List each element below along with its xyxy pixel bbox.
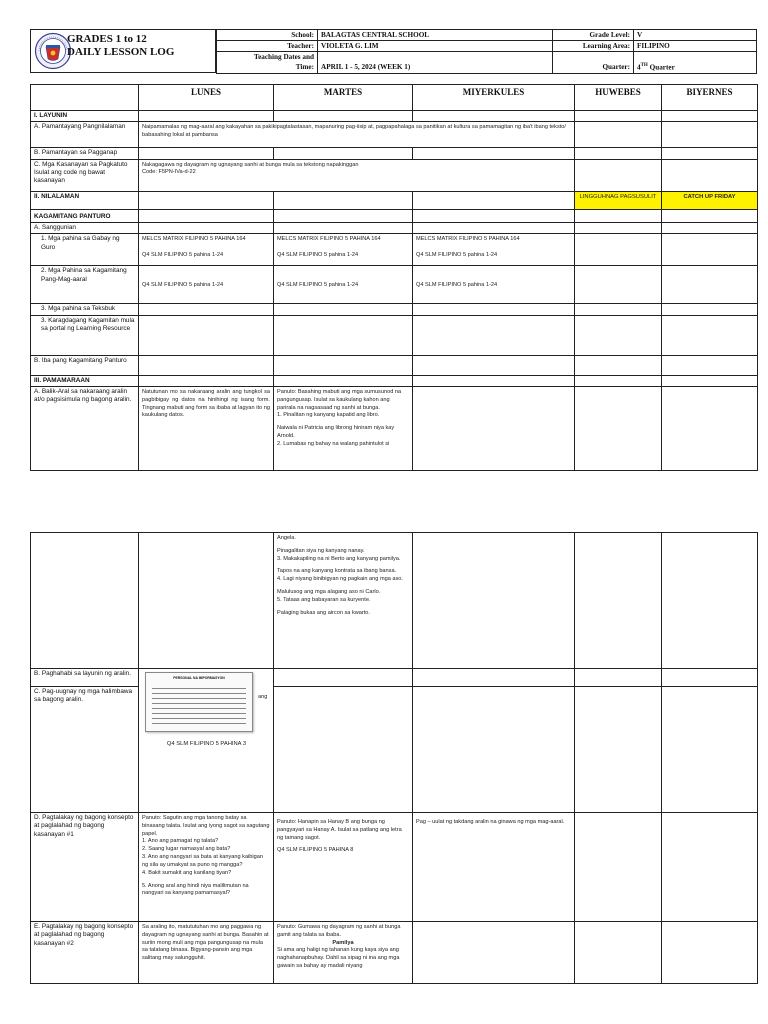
header-info-right <box>552 29 757 74</box>
row-label-pag-uugnay: C. Pag-uugnay ng mga halimbawa sa bagong aralin. <box>31 687 139 813</box>
school-value: BALAGTAS CENTRAL SCHOOL <box>318 30 553 41</box>
gabay-martes: MELCS MATRIX FILIPINO 5 PAHINA 164 Q4 SLM FILIPINO 5 pahina 1-24 <box>274 234 413 266</box>
personal-info-form-image <box>145 672 253 732</box>
grade-level-label: Grade Level: <box>553 30 634 41</box>
gabay-lunes: MELCS MATRIX FILIPINO 5 PAHINA 164 Q4 SLM FILIPINO 5 pahina 1-24 <box>139 234 274 266</box>
lingguhang-pagsusulit-cell: LINGGUHNAG PAGSUSULIT <box>575 191 662 209</box>
form-title-line2: DAILY LESSON LOG <box>67 46 175 58</box>
row-label-paghahabi: B. Paghahabi sa layunin ng aralin. <box>31 669 139 687</box>
lesson-log-table-page1 <box>30 84 758 471</box>
header-info-left <box>216 29 553 74</box>
form-title-line1: GRADES 1 to 12 <box>67 33 147 45</box>
row-label-pamantayang-pangnilalaman: A. Pamantayang Pangnilalaman <box>31 122 139 148</box>
kagamitang-martes: Q4 SLM FILIPINO 5 pahina 1-24 <box>274 266 413 304</box>
quarter-label: Quarter: <box>553 52 634 74</box>
pagtalakay1-martes: Panuto: Hanapin sa Hanay B ang bunga ng pangyayari sa Hanay A. Isulat sa patlang ang letra ng tamang sagot. Q4 SLM FILIPINO 5 PAHINA 8 <box>274 813 413 922</box>
day-header-miyerkules: MIYERKULES <box>413 85 575 111</box>
kagamitang-lunes: Q4 SLM FILIPINO 5 pahina 1-24 <box>139 266 274 304</box>
row-label-kagamitang-mag-aaral: 2. Mga Pahina sa Kagamitang Pang-Mag-aaral <box>31 266 139 304</box>
pagtalakay1-lunes: Panuto: Sagutin ang mga tanong batay sa binasang talata. Isulat ang iyong sagot sa sagutang papel. 1. Ano ang pamagat ng talata? 2. Saang lugar namasyal ang bata? 3. Ano ang nangyari sa bata at kanyang kaibigan ng sila ay umakyat sa puno ng mangga? 4. Bakit sumakit ang kanilang tiyan? 5. Anong aral ang hindi niya malilimutan na nangyari sa kanyang pamamasyal? <box>139 813 274 922</box>
day-header-biyernes: BIYERNES <box>662 85 758 111</box>
pagtalakay2-martes: Panuto: Gumawa ng dayagram ng sanhi at bunga gamit ang talata sa ibaba. Pamilya Si ama ang haligi ng tahanan kung kaya siya ang naghahanapbuhay. Dahil sa sipag ni ina ang mga gawain sa bahay ay madali niyang <box>274 922 413 984</box>
catch-up-friday-cell: CATCH UP FRIDAY <box>662 191 758 209</box>
school-label: School: <box>217 30 318 41</box>
row-label-balik-aral: A. Balik-Aral sa nakaraang aralin at/o pagsisimula ng bagong aralin. <box>31 386 139 470</box>
day-header-huwebes: HUWEBES <box>575 85 662 111</box>
teacher-value: VIOLETA G. LIM <box>318 41 553 52</box>
row-label-sanggunian: A. Sanggunian <box>31 222 139 233</box>
row-label-pagtalakay-1: D. Pagtalakay ng bagong konsepto at paglalahad ng bagong kasanayan #1 <box>31 813 139 922</box>
row-label-kasanayan: C. Mga Kasanayan sa Pagkatuto Isulat ang code ng bawat kasanayan <box>31 159 139 191</box>
row-label-gabay-guro: 1. Mga pahina sa Gabay ng Guro <box>31 234 139 266</box>
corner-cell <box>31 85 139 111</box>
header-logo-box <box>30 29 216 73</box>
quarter-value: 4TH Quarter <box>634 52 757 74</box>
row-label-layunin: I. LAYUNIN <box>31 111 139 122</box>
balik-aral-martes-continued: Angela. Pinagalitan siya ng kanyang nanay. 3. Makakapiling na ni Berto ang kanyang pamilya. Tapos na ang kanyang kontrata sa ibang bansa. 4. Lagi niyang binibigyan ng pagkain ang mga aso. Malulusog ang mga alagang aso ni Carlo. 5. Tataas ang babayaran sa kuryente. Palaging bukas ang aircon sa kwarto. <box>274 533 413 669</box>
pagtalakay2-lunes: Sa araling ito, matututuhan mo ang paggawa ng dayagram ng ugnayang sanhi at bunga. Basahin at suriin mong muli ang mga pangungusap na mula sa talatang binasa. Bigyang-pansin ang mga salitang may salungguhit. <box>139 922 274 984</box>
form-image-title: PERSONAL NA IMPORMASYON <box>173 676 225 680</box>
gabay-miyerkules: MELCS MATRIX FILIPINO 5 PAHINA 164 Q4 SLM FILIPINO 5 pahina 1-24 <box>413 234 575 266</box>
row-label-karagdagang-kagamitan: 3. Karagdagang Kagamitan mula sa portal ng Learning Resource <box>31 315 139 355</box>
row-label-pamamaraan: III. PAMAMARAAN <box>31 375 139 386</box>
balik-aral-lunes: Natutunan mo sa nakaraang aralin ang tungkol sa pagbibigay ng datos na hinihingi ng isang form. Tingnang mabuti ang form sa ibaba at lagyan ito ng kaukulang datos. <box>139 386 274 470</box>
dates-label: Teaching Dates and Time: <box>217 52 318 74</box>
row-label-teksbuk: 3. Mga pahina sa Teksbuk <box>31 304 139 315</box>
row-label-kagamitang-panturo: KAGAMITANG PANTURO <box>31 209 139 222</box>
form-image-cell <box>139 669 274 813</box>
day-header-martes: MARTES <box>274 85 413 111</box>
row-label-pamantayan-pagganap: B. Pamantayan sa Pagganap <box>31 148 139 159</box>
lesson-log-table-page2 <box>30 532 758 984</box>
teacher-label: Teacher: <box>217 41 318 52</box>
grade-level-value: V <box>634 30 757 41</box>
kagamitang-miyerkules: Q4 SLM FILIPINO 5 pahina 1-24 <box>413 266 575 304</box>
day-header-lunes: LUNES <box>139 85 274 111</box>
form-image-caption: Q4 SLM FILIPINO 5 PAHINA 3 <box>166 741 247 747</box>
pamantayang-pangnilalaman-text: Naipamamalas ng mag-aaral ang kakayahan sa pakikipagtalastasan, mapanuring pag-iisip at, pagpapahalaga sa panitikan at kultura sa pamamagitan ng iba't ibang teksto/ babasahing lokal at pambansa <box>139 122 575 148</box>
learning-area-label: Learning Area: <box>553 41 634 52</box>
learning-area-value: FILIPINO <box>634 41 757 52</box>
dates-value: APRIL 1 - 5, 2024 (WEEK 1) <box>318 52 553 74</box>
balik-aral-martes: Panuto: Basahing mabuti ang mga sumusunod na pangungusap. Isulat sa kaukulang kahon ang parirala na nagsasaad ng sanhi at bunga. 1. Pinalitan ng kanyang kapatid ang libro. Naiwala ni Patricia ang librong hiniram niya kay Arnold. 2. Lumabas ng bahay na walang pahintulot si <box>274 386 413 470</box>
row-label-pagtalakay-2: E. Pagtalakay ng bagong konsepto at paglalahad ng bagong kasanayan #2 <box>31 922 139 984</box>
form-image-ang: ang <box>258 694 268 700</box>
kasanayan-text: Nakagagawa ng dayagram ng ugnayang sanhi at bunga mula sa tekstong napakinggan Code: F5PN-IVa-d-22 <box>139 159 575 191</box>
row-label-iba-pang-kagamitan: B. Iba pang Kagamitang Panturo <box>31 355 139 375</box>
row-label-nilalaman: II. NILALAMAN <box>31 191 139 209</box>
pagtalakay1-miyerkules: Pag – uulat ng takdang aralin na ginawa ng mga mag-aaral. <box>413 813 575 922</box>
